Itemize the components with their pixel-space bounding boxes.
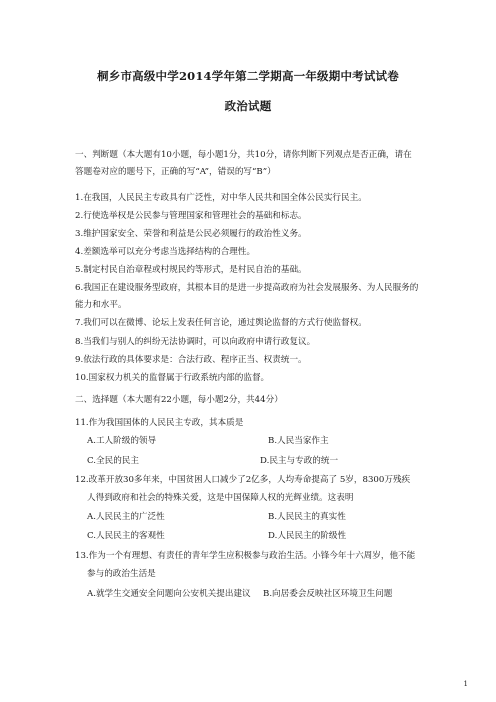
section1-heading: 一、判断题（本大题有10小题，每小题1分，共10分，请你判断下列观点是否正确，请在 [75, 150, 412, 160]
page-number: 1 [463, 680, 468, 688]
judgement-item: 9.依法行政的具体要求是：合法行政、程序正当、权责统一。 [75, 355, 307, 365]
question-stem-cont: 参与的政治生活是 [87, 569, 156, 579]
option-a: A.就学生交通安全问题向公安机关提出建议 [87, 589, 251, 599]
option-a: A.工人阶级的领导 [87, 436, 157, 446]
judgement-item: 1.在我国，人民民主专政具有广泛性，对中华人民共和国全体公民实行民主。 [75, 193, 367, 203]
question-stem-cont: 人得到政府和社会的特殊关爱，这是中国保障人权的光辉业绩。这表明 [87, 493, 354, 503]
option-a: A.人民民主的广泛性 [87, 512, 165, 522]
page-title: 桐乡市高级中学2014学年第二学期高一年级期中考试试卷 [97, 69, 399, 83]
question-stem: 11.作为我国国体的人民民主专政，其本质是 [75, 418, 244, 428]
judgement-item: 10.国家权力机关的监督属于行政系统内部的监督。 [75, 373, 270, 383]
option-c: C.全民的民主 [87, 456, 139, 466]
page-subtitle: 政治试题 [224, 99, 272, 113]
judgement-item: 4.差额选举可以充分考虑当选择结构的合理性。 [75, 247, 256, 257]
judgement-item: 5.制定村民自治章程或村规民约等形式，是村民自治的基础。 [75, 265, 307, 275]
option-c: C.人民民主的客观性 [87, 531, 165, 541]
option-b: B.人民民主的真实性 [268, 512, 346, 522]
option-b: B.向居委会反映社区环境卫生问题 [263, 589, 393, 599]
option-d: D.民主与专政的统一 [260, 456, 339, 466]
judgement-item: 3.维护国家安全、荣誉和利益是公民必须履行的政治性义务。 [75, 229, 307, 239]
section2-heading: 二、选择题（本大题有22小题，每小题2分，共44分） [75, 395, 283, 405]
option-b: B.人民当家作主 [268, 436, 329, 446]
judgement-item: 7.我们可以在微博、论坛上发表任何言论，通过舆论监督的方式行使监督权。 [75, 318, 367, 328]
question-stem: 12.改革开放30多年来，中国贫困人口减少了2亿多，人均寿命提高了 5岁，8300万残疾 [75, 475, 411, 485]
question-stem: 13.作为一个有理想、有责任的青年学生应积极参与政治生活。小锋今年十六周岁，他不能 [75, 551, 416, 561]
judgement-item: 2.行使选举权是公民参与管理国家和管理社会的基础和标志。 [75, 211, 307, 221]
judgement-item: 8.当我们与别人的纠纷无法协调时，可以向政府申请行政复议。 [75, 337, 316, 347]
judgement-item-cont: 能力和水平。 [75, 300, 127, 310]
section1-heading-cont: 答题卷对应的题号下，正确的写“A”，错误的写“B”） [75, 167, 276, 177]
option-d: D.人民民主的阶级性 [268, 531, 347, 541]
judgement-item: 6.我国正在建设服务型政府，其根本目的是进一步提高政府为社会发展服务、为人民服务的 [75, 283, 419, 293]
